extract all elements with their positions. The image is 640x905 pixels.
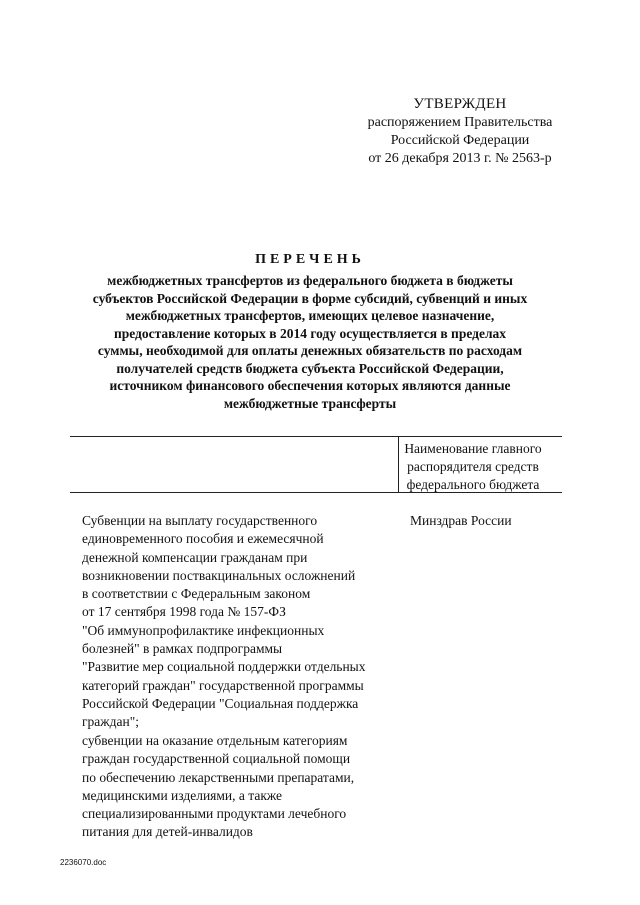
item-line: специализированными продуктами лечебного — [82, 806, 347, 822]
column-header-line: Наименование главного — [404, 441, 542, 456]
subvention-item-2 — [82, 732, 354, 842]
item-line: медицинскими изделиями, а также — [82, 787, 283, 803]
item-line: граждан"; — [82, 714, 139, 730]
heading-word: ПЕРЕЧЕНЬ — [255, 252, 365, 267]
heading-line: источником финансового обеспечения которых являются данные — [109, 378, 511, 393]
column-header — [398, 440, 548, 494]
column-header-line: распорядителя средств — [407, 459, 539, 474]
item-line: в соответствии с Федеральным законом — [82, 586, 311, 602]
item-line: граждан государственной социальной помощи — [82, 751, 351, 767]
item-line: по обеспечению лекарственными препаратами, — [82, 769, 355, 785]
approval-line: Российской Федерации — [390, 133, 530, 148]
approval-block — [360, 94, 560, 168]
heading-line: предоставление которых в 2014 году осуществляется в пределах — [113, 325, 507, 341]
column-header-line: федерального бюджета — [406, 477, 540, 492]
item-line: денежной компенсации гражданам при — [82, 549, 308, 565]
table-top-border — [70, 436, 562, 437]
approval-line: от 26 декабря 2013 г. № 2563-р — [368, 151, 552, 166]
item-line: "Развитие мер социальной поддержки отдельных — [82, 659, 366, 675]
subvention-item-1 — [82, 512, 366, 732]
heading-line: межбюджетные трансферты — [223, 395, 397, 411]
approval-title: УТВЕРЖДЕН — [413, 96, 507, 112]
approval-line: распоряжением Правительства — [367, 115, 553, 130]
file-reference: 2236070.doc — [60, 858, 107, 867]
document-heading — [60, 250, 560, 412]
heading-line: межбюджетных трансфертов, имеющих целевое назначение, — [125, 308, 495, 323]
item-line: субвенции на оказание отдельным категориям — [82, 733, 348, 748]
item-line: категорий граждан" государственной программы — [82, 677, 364, 693]
heading-line: межбюджетных трансфертов из федерального бюджета в бюджеты — [107, 273, 513, 288]
ministry-name: Минздрав России — [410, 513, 512, 528]
item-line: "Об иммунопрофилактике инфекционных — [82, 622, 325, 638]
heading-line: субъектов Российской Федерации в форме субсидий, субвенций и иных — [92, 290, 528, 306]
item-line: единовременного пособия и ежемесячной — [82, 531, 324, 547]
item-line: болезней" в рамках подпрограммы — [82, 641, 283, 657]
item-line: Субвенции на выплату государственного — [82, 513, 318, 528]
heading-line: суммы, необходимой для оплаты денежных обязательств по расходам — [97, 343, 523, 358]
item-line: Российской Федерации "Социальная поддержка — [82, 695, 359, 711]
item-line: от 17 сентября 1998 года № 157-ФЗ — [82, 604, 286, 620]
heading-line: получателей средств бюджета субъекта Российской Федерации, — [116, 360, 504, 376]
item-line: питания для детей-инвалидов — [82, 824, 253, 840]
item-line: возникновении поствакцинальных осложнений — [82, 567, 356, 583]
